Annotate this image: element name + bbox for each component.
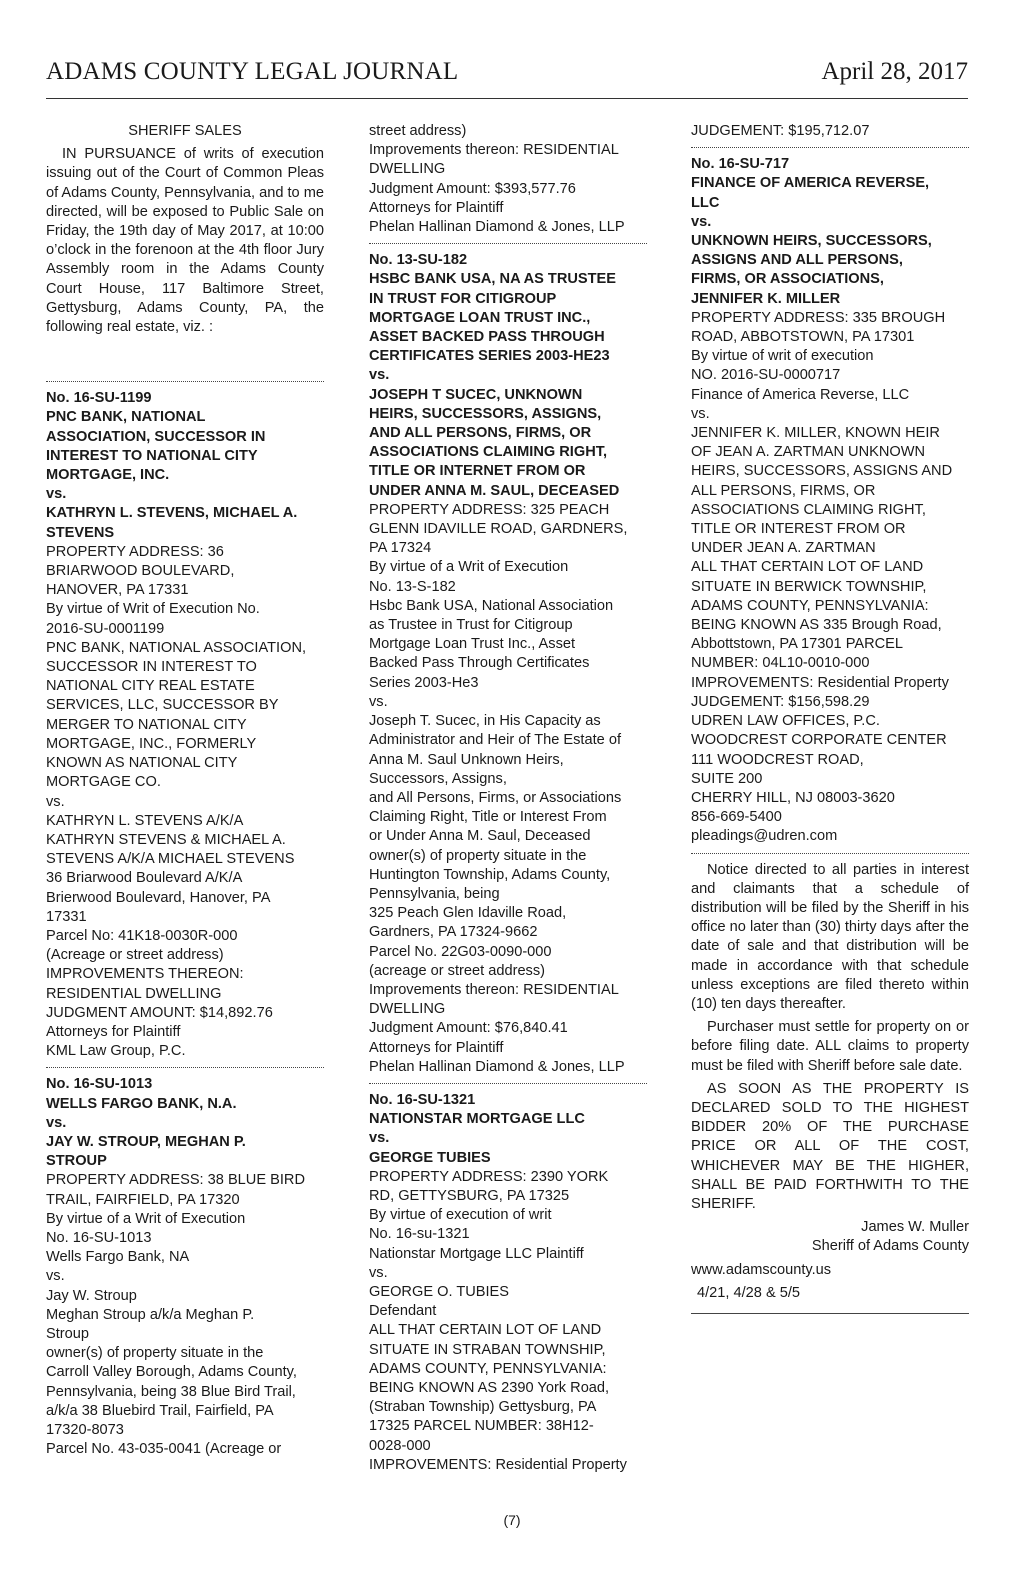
text-line: 36 Briarwood Boulevard A/K/A bbox=[46, 870, 243, 887]
text-line: KML Law Group, P.C. bbox=[46, 1043, 186, 1060]
dotted-separator bbox=[369, 243, 647, 244]
text-line: IMPROVEMENTS THEREON: bbox=[46, 966, 244, 983]
text-line: Pennsylvania, being bbox=[369, 885, 500, 902]
text-line: By virtue of execution of writ bbox=[369, 1207, 552, 1224]
text-line: street address) bbox=[369, 123, 467, 139]
case-body bbox=[369, 1168, 647, 1475]
text-line: Mortgage Loan Trust Inc., Asset bbox=[369, 636, 576, 653]
text-line: Attorneys for Plaintiff bbox=[369, 199, 504, 216]
case-body bbox=[46, 543, 324, 1061]
text-line: 111 WOODCREST ROAD, bbox=[691, 751, 864, 768]
issue-date: April 28, 2017 bbox=[821, 58, 968, 85]
text-line: Phelan Hallinan Diamond & Jones, LLP bbox=[369, 1058, 625, 1075]
text-line: No. 13-SU-182 bbox=[369, 252, 468, 269]
text-line: CERTIFICATES SERIES 2003-HE23 bbox=[369, 348, 610, 365]
column-2 bbox=[369, 122, 647, 1475]
text-line: ADAMS COUNTY, PENNSYLVANIA: bbox=[691, 597, 929, 614]
text-line: PA 17324 bbox=[369, 540, 432, 557]
text-line: SERVICES, LLC, SUCCESSOR BY bbox=[46, 697, 279, 714]
text-line: NO. 2016-SU-0000717 bbox=[691, 367, 841, 384]
text-line: Judgment Amount: $76,840.41 bbox=[369, 1020, 568, 1037]
text-line: ASSOCIATION, SUCCESSOR IN bbox=[46, 428, 266, 445]
text-line: By virtue of a Writ of Execution bbox=[46, 1210, 246, 1227]
text-line: JOSEPH T SUCEC, UNKNOWN bbox=[369, 386, 583, 403]
text-line: GEORGE O. TUBIES bbox=[369, 1283, 510, 1300]
case-continuation bbox=[691, 122, 969, 141]
text-line: PROPERTY ADDRESS: 36 bbox=[46, 543, 224, 560]
text-line: vs. bbox=[46, 1114, 67, 1131]
text-line: Parcel No. 22G03-0090-000 bbox=[369, 943, 552, 960]
text-line: ALL THAT CERTAIN LOT OF LAND bbox=[369, 1322, 602, 1339]
text-line: MORTGAGE LOAN TRUST INC., bbox=[369, 309, 591, 326]
text-line: Series 2003-He3 bbox=[369, 674, 479, 691]
text-line: Improvements thereon: RESIDENTIAL bbox=[369, 142, 619, 159]
column-1 bbox=[46, 122, 324, 1459]
text-line: FINANCE OF AMERICA REVERSE, bbox=[691, 175, 930, 192]
text-line: vs. bbox=[46, 793, 65, 810]
text-line: Jay W. Stroup bbox=[46, 1287, 137, 1304]
text-line: SITUATE IN STRABAN TOWNSHIP, bbox=[369, 1341, 606, 1358]
journal-header bbox=[46, 58, 968, 99]
text-line: NATIONSTAR MORTGAGE LLC bbox=[369, 1111, 585, 1128]
text-line: SUCCESSOR IN INTEREST TO bbox=[46, 659, 257, 676]
text-line: FIRMS, OR ASSOCIATIONS, bbox=[691, 271, 884, 288]
text-line: SUITE 200 bbox=[691, 770, 763, 787]
text-line: ALL THAT CERTAIN LOT OF LAND bbox=[691, 559, 924, 576]
text-line: WELLS FARGO BANK, N.A. bbox=[46, 1095, 237, 1112]
text-line: (Acreage or street address) bbox=[46, 947, 224, 964]
case-heading bbox=[369, 251, 647, 501]
text-line: NUMBER: 04L10-0010-000 bbox=[691, 655, 870, 672]
text-line: STEVENS bbox=[46, 524, 115, 541]
text-line: ROAD, ABBOTSTOWN, PA 17301 bbox=[691, 329, 915, 346]
text-line: vs. bbox=[369, 1130, 390, 1147]
case-continuation bbox=[369, 122, 647, 237]
text-line: No. 16-SU-1199 bbox=[46, 390, 152, 407]
distribution-notice: Notice directed to all parties in interest and claimants that a schedule of distribution will be filed by the Sheriff in his office no later than (30) thirty days after the date of sale and that distribution will be made in accordance with that schedule unless exceptions are filed thereto within (10) ten days thereafter. bbox=[691, 861, 969, 1012]
text-line: RESIDENTIAL DWELLING bbox=[46, 985, 222, 1002]
text-line: 2016-SU-0001199 bbox=[46, 620, 165, 637]
page-number: (7) bbox=[503, 1512, 521, 1528]
text-line: 0028-000 bbox=[369, 1437, 431, 1454]
text-line: ASSOCIATIONS CLAIMING RIGHT, bbox=[691, 501, 926, 518]
text-line: vs. bbox=[369, 693, 388, 710]
text-line: Finance of America Reverse, LLC bbox=[691, 386, 910, 403]
section-title: SHERIFF SALES bbox=[128, 123, 242, 139]
dotted-separator bbox=[46, 381, 324, 382]
text-line: Pennsylvania, being 38 Blue Bird Trail, bbox=[46, 1383, 296, 1400]
text-line: JUDGMENT AMOUNT: $14,892.76 bbox=[46, 1004, 273, 1021]
text-line: PNC BANK, NATIONAL ASSOCIATION, bbox=[46, 639, 307, 656]
text-line: WOODCREST CORPORATE CENTER bbox=[691, 732, 947, 749]
text-line: Backed Pass Through Certificates bbox=[369, 655, 590, 672]
text-line: 17325 PARCEL NUMBER: 38H12- bbox=[369, 1418, 594, 1435]
text-line: Attorneys for Plaintiff bbox=[46, 1023, 181, 1040]
text-line: UDREN LAW OFFICES, P.C. bbox=[691, 713, 880, 730]
journal-title: ADAMS COUNTY LEGAL JOURNAL bbox=[46, 58, 459, 85]
text-line: vs. bbox=[691, 405, 710, 422]
payment-notice: AS SOON AS THE PROPERTY IS DECLARED SOLD TO THE HIGHEST BIDDER 20% OF THE PURCHASE PRICE OR ALL OF THE COST, WHICHEVER MAY BE THE HIGHER, SHALL BE PAID FORTHWITH TO THE SHERIFF. bbox=[691, 1080, 969, 1212]
text-line: a/k/a 38 Bluebird Trail, Fairfield, PA bbox=[46, 1402, 274, 1419]
text-line: JENNIFER K. MILLER bbox=[691, 290, 841, 307]
text-line: Anna M. Saul Unknown Heirs, bbox=[369, 751, 564, 768]
column-3 bbox=[691, 122, 969, 1314]
text-line: Nationstar Mortgage LLC Plaintiff bbox=[369, 1245, 584, 1262]
dotted-separator bbox=[369, 1083, 647, 1084]
text-line: KNOWN AS NATIONAL CITY bbox=[46, 755, 238, 772]
end-rule bbox=[691, 1313, 969, 1314]
text-line: vs. bbox=[46, 1268, 65, 1285]
text-line: LLC bbox=[691, 194, 720, 211]
text-line: MORTGAGE, INC., FORMERLY bbox=[46, 735, 257, 752]
sheriff-name: James W. Muller bbox=[861, 1219, 969, 1236]
text-line: Defendant bbox=[369, 1303, 437, 1320]
text-line: KATHRYN STEVENS & MICHAEL A. bbox=[46, 831, 286, 848]
text-line: INTEREST TO NATIONAL CITY bbox=[46, 447, 258, 464]
text-line: KATHRYN L. STEVENS, MICHAEL A. bbox=[46, 505, 298, 522]
text-line: MORTGAGE CO. bbox=[46, 774, 161, 791]
text-line: No. 16-SU-1013 bbox=[46, 1229, 152, 1246]
text-line: GLENN IDAVILLE ROAD, GARDNERS, bbox=[369, 521, 628, 538]
text-line: ASSIGNS AND ALL PERSONS, bbox=[691, 252, 903, 269]
intro-paragraph: IN PURSUANCE of writs of execution issuing out of the Court of Common Pleas of Adams County, Pennsylvania, and to me directed, will be exposed to Public Sale on Friday, the 19th day of May 2017, at 10:00 o’clock in the forenoon at the 4th floor Jury Assembly room in the Adams County Court House, 117 Baltimore Street, Gettysburg, Adams County, PA, the following real estate, viz. : bbox=[46, 146, 324, 336]
text-line: UNDER JEAN A. ZARTMAN bbox=[691, 540, 876, 557]
text-line: UNDER ANNA M. SAUL, DECEASED bbox=[369, 482, 620, 499]
text-line: HEIRS, SUCCESSORS, ASSIGNS, bbox=[369, 405, 602, 422]
text-line: as Trustee in Trust for Citigroup bbox=[369, 617, 573, 634]
dotted-separator bbox=[691, 853, 969, 854]
text-line: vs. bbox=[46, 486, 67, 503]
case-body bbox=[369, 501, 647, 1077]
text-line: IMPROVEMENTS: Residential Property bbox=[369, 1456, 627, 1473]
text-line: 17331 bbox=[46, 908, 87, 925]
text-line: TRAIL, FAIRFIELD, PA 17320 bbox=[46, 1191, 240, 1208]
text-line: OF JEAN A. ZARTMAN UNKNOWN bbox=[691, 444, 926, 461]
text-line: or Under Anna M. Saul, Deceased bbox=[369, 828, 591, 845]
text-line: No. 16-SU-1013 bbox=[46, 1076, 153, 1093]
text-line: NATIONAL CITY REAL ESTATE bbox=[46, 678, 255, 695]
purchaser-notice: Purchaser must settle for property on or before filing date. ALL claims to property must be filed with Sheriff before sale date. bbox=[691, 1019, 969, 1074]
text-line: PROPERTY ADDRESS: 325 PEACH bbox=[369, 501, 610, 518]
website-link[interactable]: www.adamscounty.us bbox=[691, 1261, 832, 1278]
text-line: IMPROVEMENTS: Residential Property bbox=[691, 674, 949, 691]
text-line: PROPERTY ADDRESS: 335 BROUGH bbox=[691, 309, 946, 326]
text-line: Phelan Hallinan Diamond & Jones, LLP bbox=[369, 219, 625, 236]
text-line: STEVENS A/K/A MICHAEL STEVENS bbox=[46, 851, 295, 868]
text-line: JAY W. STROUP, MEGHAN P. bbox=[46, 1133, 246, 1150]
text-line: MERGER TO NATIONAL CITY bbox=[46, 716, 247, 733]
text-line: STROUP bbox=[46, 1153, 107, 1170]
text-line: No. 16-SU-717 bbox=[691, 156, 790, 173]
text-line: and All Persons, Firms, or Associations bbox=[369, 789, 622, 806]
text-line: HEIRS, SUCCESSORS, ASSIGNS AND bbox=[691, 463, 953, 480]
dotted-separator bbox=[691, 147, 969, 148]
text-line: ALL PERSONS, FIRMS, OR bbox=[691, 482, 876, 499]
dotted-separator bbox=[46, 1067, 324, 1068]
case-body bbox=[691, 309, 969, 847]
text-line: RD, GETTYSBURG, PA 17325 bbox=[369, 1187, 570, 1204]
text-line: GEORGE TUBIES bbox=[369, 1149, 491, 1166]
text-line: Joseph T. Sucec, in His Capacity as bbox=[369, 713, 601, 730]
text-line: By virtue of Writ of Execution No. bbox=[46, 601, 260, 618]
text-line: Carroll Valley Borough, Adams County, bbox=[46, 1364, 297, 1381]
text-line: Successors, Assigns, bbox=[369, 770, 507, 787]
text-line: vs. bbox=[691, 213, 712, 230]
text-line: PROPERTY ADDRESS: 38 BLUE BIRD bbox=[46, 1172, 305, 1189]
text-line: vs. bbox=[369, 1264, 388, 1281]
sheriff-title: Sheriff of Adams County bbox=[811, 1238, 969, 1255]
text-line: HSBC BANK USA, NA AS TRUSTEE bbox=[369, 271, 617, 288]
text-line: (acreage or street address) bbox=[369, 962, 546, 979]
text-line: owner(s) of property situate in the bbox=[369, 847, 587, 864]
text-line: By virtue of a Writ of Execution bbox=[369, 559, 569, 576]
text-line: owner(s) of property situate in the bbox=[46, 1345, 264, 1362]
text-line: TITLE OR INTERNET FROM OR bbox=[369, 463, 586, 480]
text-line: Claiming Right, Title or Interest From bbox=[369, 809, 607, 826]
text-line: Administrator and Heir of The Estate of bbox=[369, 732, 621, 749]
text-line: Attorneys for Plaintiff bbox=[369, 1039, 504, 1056]
text-line: Brierwood Boulevard, Hanover, PA bbox=[46, 889, 271, 906]
text-line: ASSET BACKED PASS THROUGH bbox=[369, 329, 605, 346]
text-line: 17320-8073 bbox=[46, 1422, 124, 1438]
text-line: BRIARWOOD BOULEVARD, bbox=[46, 563, 235, 580]
text-line: DWELLING bbox=[369, 1001, 446, 1018]
text-line: Parcel No: 41K18-0030R-000 bbox=[46, 927, 238, 944]
text-line: Stroup bbox=[46, 1325, 89, 1342]
text-line: No. 13-S-182 bbox=[369, 578, 456, 595]
text-line: Gardners, PA 17324-9662 bbox=[369, 924, 538, 941]
text-line: Hsbc Bank USA, National Association bbox=[369, 597, 614, 614]
case-heading bbox=[46, 389, 324, 543]
text-line: Abbottstown, PA 17301 PARCEL bbox=[691, 636, 904, 653]
text-line: Meghan Stroup a/k/a Meghan P. bbox=[46, 1306, 255, 1323]
text-line: JUDGEMENT: $156,598.29 bbox=[691, 693, 870, 710]
text-line: Parcel No. 43-035-0041 (Acreage or bbox=[46, 1441, 282, 1458]
text-line: ADAMS COUNTY, PENNSYLVANIA: bbox=[369, 1360, 607, 1377]
case-heading bbox=[369, 1091, 647, 1168]
text-line: TITLE OR INTEREST FROM OR bbox=[691, 521, 906, 538]
text-line: pleadings@udren.com bbox=[691, 828, 838, 845]
text-line: CHERRY HILL, NJ 08003-3620 bbox=[691, 789, 895, 806]
text-line: Wells Fargo Bank, NA bbox=[46, 1249, 190, 1266]
text-line: JUDGEMENT: $195,712.07 bbox=[691, 123, 870, 139]
text-line: JENNIFER K. MILLER, KNOWN HEIR bbox=[691, 425, 940, 442]
text-line: SITUATE IN BERWICK TOWNSHIP, bbox=[691, 578, 927, 595]
text-line: ASSOCIATIONS CLAIMING RIGHT, bbox=[369, 444, 608, 461]
text-line: No. 16-su-1321 bbox=[369, 1226, 470, 1243]
case-heading bbox=[691, 155, 969, 309]
text-line: Huntington Township, Adams County, bbox=[369, 866, 611, 883]
case-body bbox=[46, 1171, 324, 1459]
text-line: AND ALL PERSONS, FIRMS, OR bbox=[369, 425, 592, 442]
text-line: UNKNOWN HEIRS, SUCCESSORS, bbox=[691, 233, 932, 250]
case-heading bbox=[46, 1075, 324, 1171]
text-line: PROPERTY ADDRESS: 2390 YORK bbox=[369, 1168, 609, 1185]
text-line: BEING KNOWN AS 335 Brough Road, bbox=[691, 617, 942, 634]
text-line: vs. bbox=[369, 367, 390, 384]
text-line: IN TRUST FOR CITIGROUP bbox=[369, 290, 557, 307]
text-line: 856-669-5400 bbox=[691, 809, 782, 826]
text-line: HANOVER, PA 17331 bbox=[46, 582, 189, 599]
text-line: DWELLING bbox=[369, 161, 446, 178]
text-line: (Straban Township) Gettysburg, PA bbox=[369, 1399, 597, 1416]
publication-dates: 4/21, 4/28 & 5/5 bbox=[697, 1284, 801, 1301]
text-line: 325 Peach Glen Idaville Road, bbox=[369, 905, 567, 922]
text-line: No. 16-SU-1321 bbox=[369, 1091, 476, 1108]
text-line: Judgment Amount: $393,577.76 bbox=[369, 180, 576, 197]
text-line: By virtue of writ of execution bbox=[691, 348, 874, 365]
text-line: PNC BANK, NATIONAL bbox=[46, 409, 206, 426]
text-line: MORTGAGE, INC. bbox=[46, 467, 170, 484]
text-line: KATHRYN L. STEVENS A/K/A bbox=[46, 812, 244, 829]
text-line: BEING KNOWN AS 2390 York Road, bbox=[369, 1380, 610, 1396]
text-line: Improvements thereon: RESIDENTIAL bbox=[369, 981, 619, 998]
